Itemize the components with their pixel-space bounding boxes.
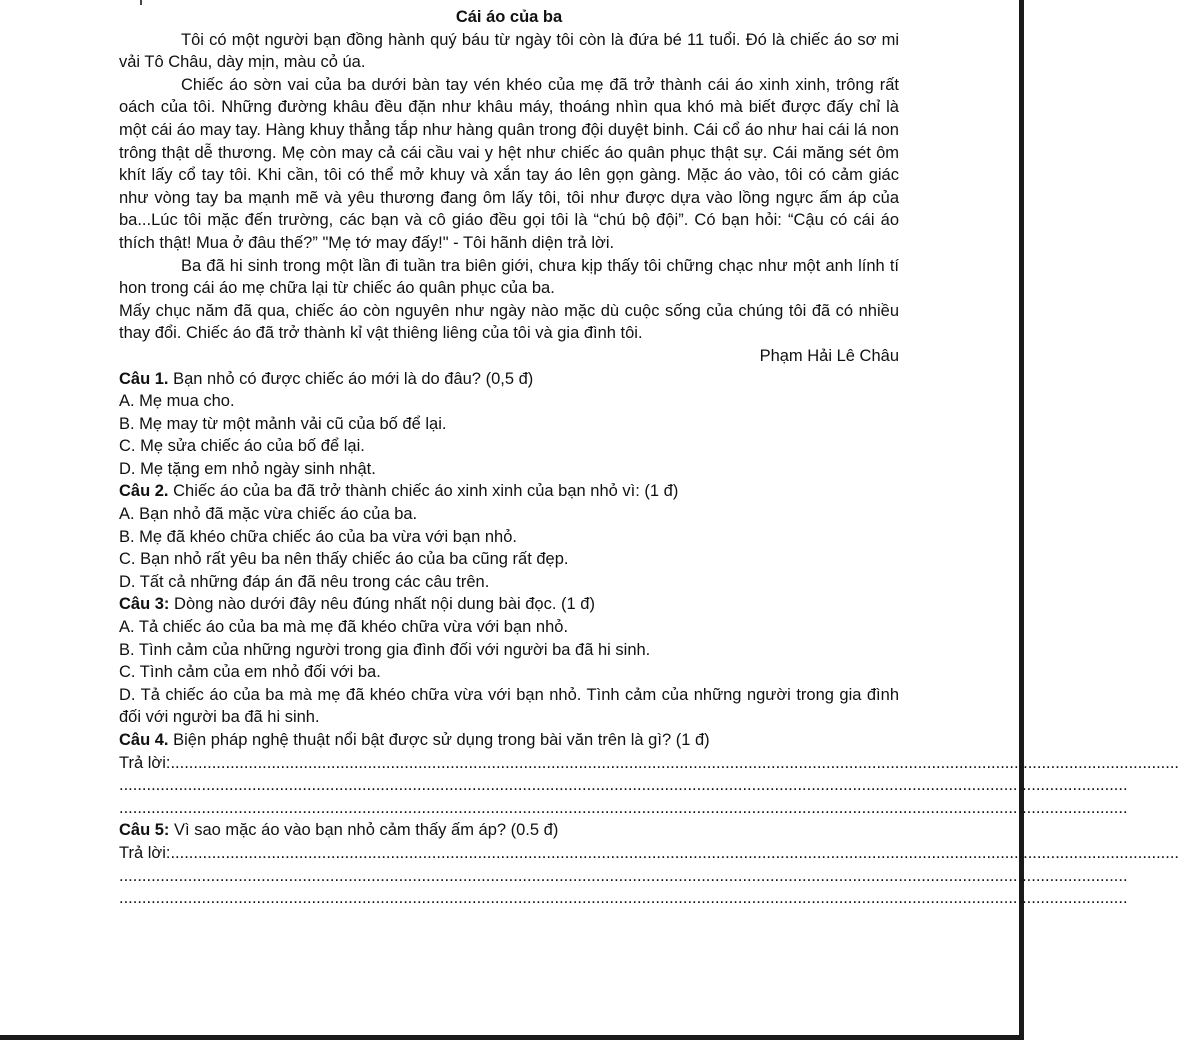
question-1-option-d: D. Mẹ tặng em nhỏ ngày sinh nhật. [119,459,376,478]
question-1-option-a: A. Mẹ mua cho. [119,392,235,411]
question-5-answer-line-2[interactable] [119,865,1128,888]
answer-dots: ............................................................................................................................................................................................................................ [119,889,1128,908]
question-4-label: Câu 4. [119,731,169,749]
author-name: Phạm Hải Lê Châu [759,346,899,365]
question-4-answer-line-2[interactable] [119,774,1128,797]
question-3-option-b: B. Tình cảm của những người trong gia đình đối với người ba đã hi sinh. [119,640,651,659]
question-5-stem [119,819,899,842]
question-1-option-b: B. Mẹ may từ một mảnh vải cũ của bố để lại. [119,414,447,433]
question-5-answer-label: Trả lời: [119,843,171,862]
question-2-option-c: C. Bạn nhỏ rất yêu ba nên thấy chiếc áo của ba cũng rất đẹp. [119,550,569,569]
question-4-text: Biện pháp nghệ thuật nổi bật được sử dụng trong bài văn trên là gì? (1 đ) [168,731,710,749]
answer-dots: ............................................................................................................................................................................................................................ [170,753,1179,772]
question-4-answer-line-1[interactable] [119,752,1179,775]
question-3-option-c: C. Tình cảm của em nhỏ đối với ba. [119,663,381,682]
question-2 [119,480,899,593]
question-3-text: Dòng nào dưới đây nêu đúng nhất nội dung bài đọc. (1 đ) [169,595,595,614]
question-2-option-b: B. Mẹ đã khéo chữa chiếc áo của ba vừa với bạn nhỏ. [119,527,517,546]
question-3-option-d: D. Tả chiếc áo của ba mà mẹ đã khéo chữa vừa với bạn nhỏ. Tình cảm của những người trong gia đình đối với người ba đã hi sinh. [119,685,899,727]
document-title: Cái áo của ba [455,8,563,26]
question-2-text: Chiếc áo của ba đã trở thành chiếc áo xinh xinh của bạn nhỏ vì: (1 đ) [168,482,679,501]
question-5-answer-line-3[interactable] [119,887,1128,910]
question-1-text: Bạn nhỏ có được chiếc áo mới là do đâu? (0,5 đ) [168,369,534,388]
answer-dots: ............................................................................................................................................................................................................................ [119,776,1128,795]
question-5-answer-line-1[interactable] [119,842,1179,865]
question-2-option-a: A. Bạn nhỏ đã mặc vừa chiếc áo của ba. [119,505,418,524]
question-2-stem [119,480,899,503]
question-3-label: Câu 3: [119,595,170,614]
story-paragraph-1: Tôi có một người bạn đồng hành quý báu từ ngày tôi còn là đứa bé 11 tuổi. Đó là chiếc áo sơ mi vải Tô Châu, dày mịn, màu cỏ úa. [119,30,899,72]
question-1 [119,368,899,481]
question-3-stem [119,593,899,616]
answer-dots: ............................................................................................................................................................................................................................ [170,843,1179,862]
question-4-answer-line-3[interactable] [119,797,1128,820]
question-2-option-d: D. Tất cả những đáp án đã nêu trong các câu trên. [119,572,490,591]
question-5 [119,819,1179,909]
story-paragraph-4: Mấy chục năm đã qua, chiếc áo còn nguyên như ngày nào mặc dù cuộc sống của chúng tôi đã có nhiều thay đổi. Chiếc áo đã trở thành kỉ vật thiêng liêng của tôi và gia đình tôi. [119,301,899,343]
question-2-label: Câu 2. [119,482,169,501]
question-1-option-c: C. Mẹ sửa chiếc áo của bố để lại. [119,437,365,456]
question-1-stem [119,368,899,391]
document-page [119,6,1179,910]
bottom-border [0,1035,1024,1040]
story-paragraph-3: Ba đã hi sinh trong một lần đi tuần tra biên giới, chưa kịp thấy tôi chững chạc như một anh lính tí hon trong cái áo mẹ chữa lại từ chiếc áo quân phục của ba. [119,256,899,298]
question-4-stem [119,729,899,752]
question-5-text: Vì sao mặc áo vào bạn nhỏ cảm thấy ấm áp? (0.5 đ) [169,821,559,840]
page-corner-mark [140,0,142,5]
question-5-label: Câu 5: [119,821,170,840]
answer-dots: ............................................................................................................................................................................................................................ [119,866,1128,885]
answer-dots: ............................................................................................................................................................................................................................ [119,798,1128,817]
question-4 [119,729,1179,819]
question-3-option-a: A. Tả chiếc áo của ba mà mẹ đã khéo chữa vừa với bạn nhỏ. [119,618,569,637]
question-1-label: Câu 1. [119,369,169,388]
story-paragraph-2: Chiếc áo sờn vai của ba dưới bàn tay vén khéo của mẹ đã trở thành cái áo xinh xinh, trông rất oách của tôi. Những đường khâu đều đặn như khâu máy, thoáng nhìn qua khó mà biết được đấy chỉ là một cái áo may tay. Hàng khuy thẳng tắp như hàng quân trong đội duyệt binh. Cái cổ áo như hai cái lá non trông thật dễ thương. Mẹ còn may cả cái cầu vai y hệt như chiếc áo quân phục thật sự. Cái măng sét ôm khít lấy cổ tay tôi. Khi cần, tôi có thể mở khuy và xắn tay áo lên gọn gàng. Mặc áo vào, tôi có cảm giác như vòng tay ba mạnh mẽ và yêu thương đang ôm lấy tôi, tôi như được dựa vào lồng ngực ấm áp của ba...Lúc tôi mặc đến trường, các bạn và cô giáo đều gọi tôi là “chú bộ đội”. Có bạn hỏi: “Cậu có cái áo thích thật! Mua ở đâu thế?” "Mẹ tớ may đấy!" - Tôi hãnh diện trả lời. [119,75,899,252]
question-3 [119,593,899,729]
question-4-answer-label: Trả lời: [119,753,171,772]
